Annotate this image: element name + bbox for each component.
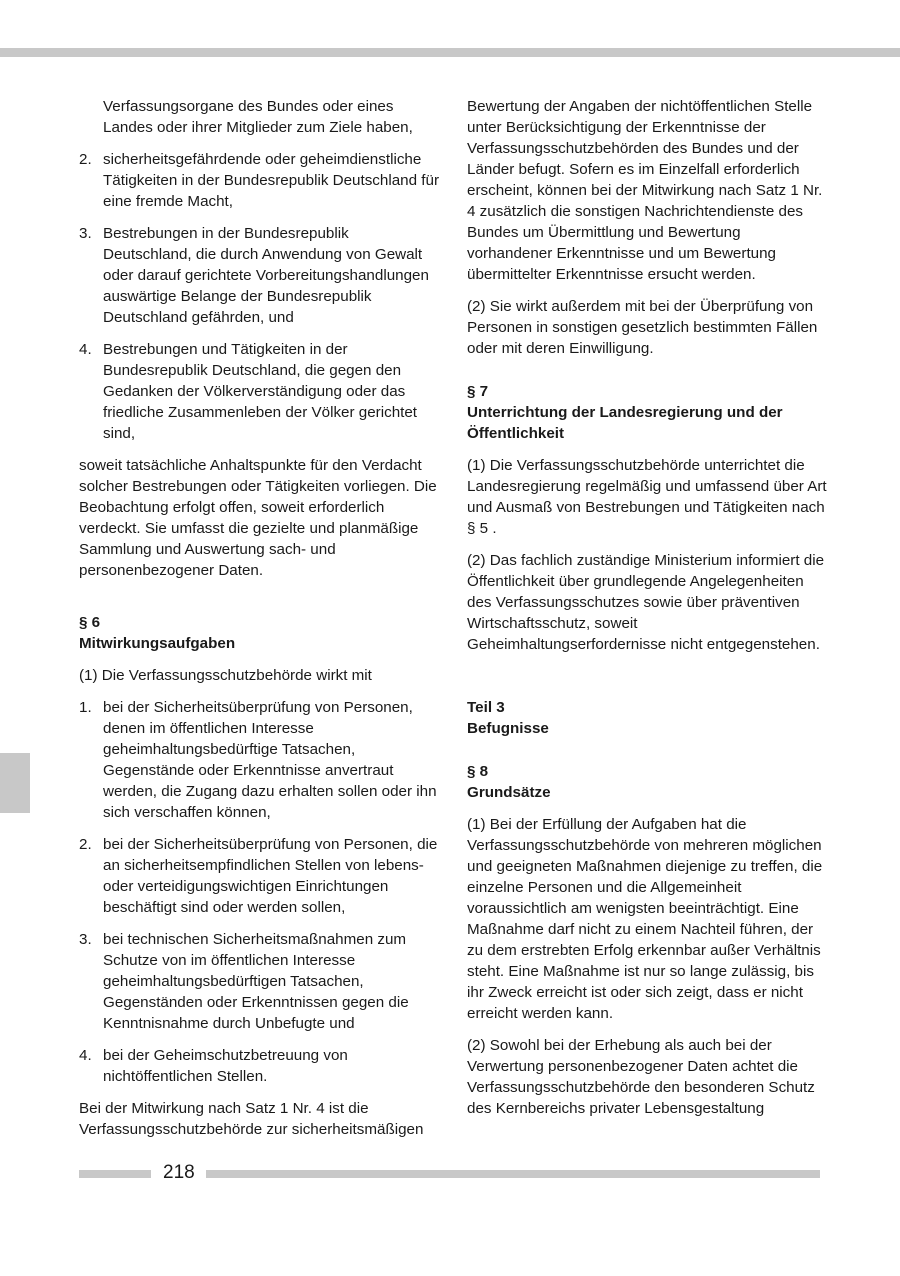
side-thumb-tab — [0, 753, 30, 813]
list-item — [79, 223, 439, 328]
top-decorative-bar — [0, 48, 900, 57]
list-number: 4. — [79, 1047, 92, 1064]
list-item — [79, 834, 439, 918]
section-6-intro: (1) Die Verfassungsschutzbehörde wirkt mit — [79, 667, 372, 684]
section-6-heading — [79, 612, 439, 654]
section-6-closing: Bei der Mitwirkung nach Satz 1 Nr. 4 ist die Verfassungsschutzbehörde zur sicherheitsmäßigen — [79, 1100, 424, 1138]
footer-bar-left — [79, 1170, 151, 1178]
part-number: Teil 3 — [467, 699, 505, 716]
section-7-para-2: (2) Das fachlich zuständige Ministerium informiert die Öffentlichkeit über grundlegende Angelegenheiten des Verfassungsschutzes sowie über präventiven Wirtschaftsschutz, soweit Geheimhaltungserfordernisse nicht entgegenstehen. — [467, 552, 825, 653]
list-number: 2. — [79, 151, 92, 168]
section-7-heading — [467, 381, 827, 444]
list-number: 1. — [79, 699, 92, 716]
list-text: bei der Sicherheitsüberprüfung von Personen, die an sicherheitsempfindlichen Stellen von lebens- oder verteidigungswichtigen Einrichtungen beschäftigt sind oder werden sollen, — [103, 836, 438, 916]
section-title: Grundsätze — [467, 784, 551, 801]
section-8-para-1: (1) Bei der Erfüllung der Aufgaben hat die Verfassungsschutzbehörde von mehreren möglichen und geeigneten Maßnahmen diejenige zu treffen, die einzelne Personen und die Allgemeinheit voraussichtlich am wenigsten beeinträchtigt. Eine Maßnahme darf nicht zu einem Nachteil führen, der zu dem erstrebten Erfolg erkennbar außer Verhältnis steht. Eine Maßnahme ist nur so lange zulässig, bis ihr Zweck erreicht ist oder sich zeigt, dass er nicht erreicht werden kann. — [467, 816, 823, 1022]
footer-bar-right — [206, 1170, 820, 1178]
list-text: bei der Sicherheitsüberprüfung von Personen, denen im öffentlichen Interesse geheimhaltungsbedürftige Tatsachen, Gegenstände oder Erkenntnisse anvertraut werden, die Zugang dazu erhalten sollen oder ihn sich verschaffen können, — [103, 699, 437, 821]
list-item — [79, 149, 439, 212]
list-item — [79, 339, 439, 444]
list-item — [79, 1045, 439, 1087]
section-8-para-2: (2) Sowohl bei der Erhebung als auch bei der Verwertung personenbezogener Daten achtet die Verfassungsschutzbehörde den besonderen Schutz des Kernbereichs privater Lebensgestaltung — [467, 1037, 815, 1117]
right-column — [467, 96, 827, 1130]
section-number: § 8 — [467, 763, 489, 780]
continued-paragraph: Bewertung der Angaben der nichtöffentlichen Stelle unter Berücksichtigung der Erkenntnisse der Verfassungsschutzbehörden des Bundes und der Länder befugt. Sofern es im Einzelfall erforderlich erscheint, können bei der Mitwirkung nach Satz 1 Nr. 4 zusätzlich die sonstigen Nachrichtendienste des Bundes um Übermittlung und Bewertung vorhandener Erkenntnisse und um Bewertung übermittelter Erkenntnisse ersucht werden. — [467, 98, 823, 283]
list-text: sicherheitsgefährdende oder geheimdienstliche Tätigkeiten in der Bundesrepublik Deutschland für eine fremde Macht, — [103, 151, 440, 210]
part-title: Befugnisse — [467, 720, 549, 737]
closing-paragraph: soweit tatsächliche Anhaltspunkte für den Verdacht solcher Bestrebungen oder Tätigkeiten vorliegen. Die Beobachtung erfolgt offen, soweit erforderlich verdeckt. Sie umfasst die gezielte und planmäßige Sammlung und Auswertung sach- und personenbezogener Daten. — [79, 457, 437, 579]
section-number: § 7 — [467, 383, 489, 400]
section-number: § 6 — [79, 614, 101, 631]
list-text: Bestrebungen und Tätigkeiten in der Bundesrepublik Deutschland, die gegen den Gedanken der Völkerverständigung oder das friedliche Zusammenleben der Völker gerichtet sind, — [103, 341, 418, 442]
left-column — [79, 96, 439, 1151]
paragraph-2: (2) Sie wirkt außerdem mit bei der Überprüfung von Personen in sonstigen gesetzlich bestimmten Fällen oder mit deren Einwilligung. — [467, 298, 818, 357]
list-number: 3. — [79, 225, 92, 242]
section-8-heading — [467, 761, 827, 803]
list-number: 2. — [79, 836, 92, 853]
list-number: 4. — [79, 341, 92, 358]
part-3-heading — [467, 697, 827, 739]
list-item — [79, 697, 439, 823]
section-7-para-1: (1) Die Verfassungsschutzbehörde unterrichtet die Landesregierung regelmäßig und umfassend über Art und Ausmaß von Bestrebungen und Tätigkeiten nach § 5 . — [467, 457, 827, 537]
list-item — [79, 929, 439, 1034]
list-text: Bestrebungen in der Bundesrepublik Deutschland, die durch Anwendung von Gewalt oder darauf gerichtete Vorbereitungshandlungen auswärtige Belange der Bundesrepublik Deutschland gefährden, und — [103, 225, 429, 326]
list-number: 3. — [79, 931, 92, 948]
section-title: Unterrichtung der Landesregierung und der Öffentlichkeit — [467, 404, 783, 442]
page-footer — [79, 1161, 820, 1185]
list-text: bei technischen Sicherheitsmaßnahmen zum Schutze von im öffentlichen Interesse geheimhaltungsbedürftigen Tatsachen, Gegenständen oder Erkenntnissen gegen die Kenntnisnahme durch Unbefugte und — [103, 931, 409, 1032]
section-title: Mitwirkungsaufgaben — [79, 635, 236, 652]
page-number: 218 — [163, 1162, 195, 1183]
continued-list-text: Verfassungsorgane des Bundes oder eines Landes oder ihrer Mitglieder zum Ziele haben, — [103, 98, 413, 136]
list-text: bei der Geheimschutzbetreuung von nichtöffentlichen Stellen. — [103, 1047, 348, 1085]
